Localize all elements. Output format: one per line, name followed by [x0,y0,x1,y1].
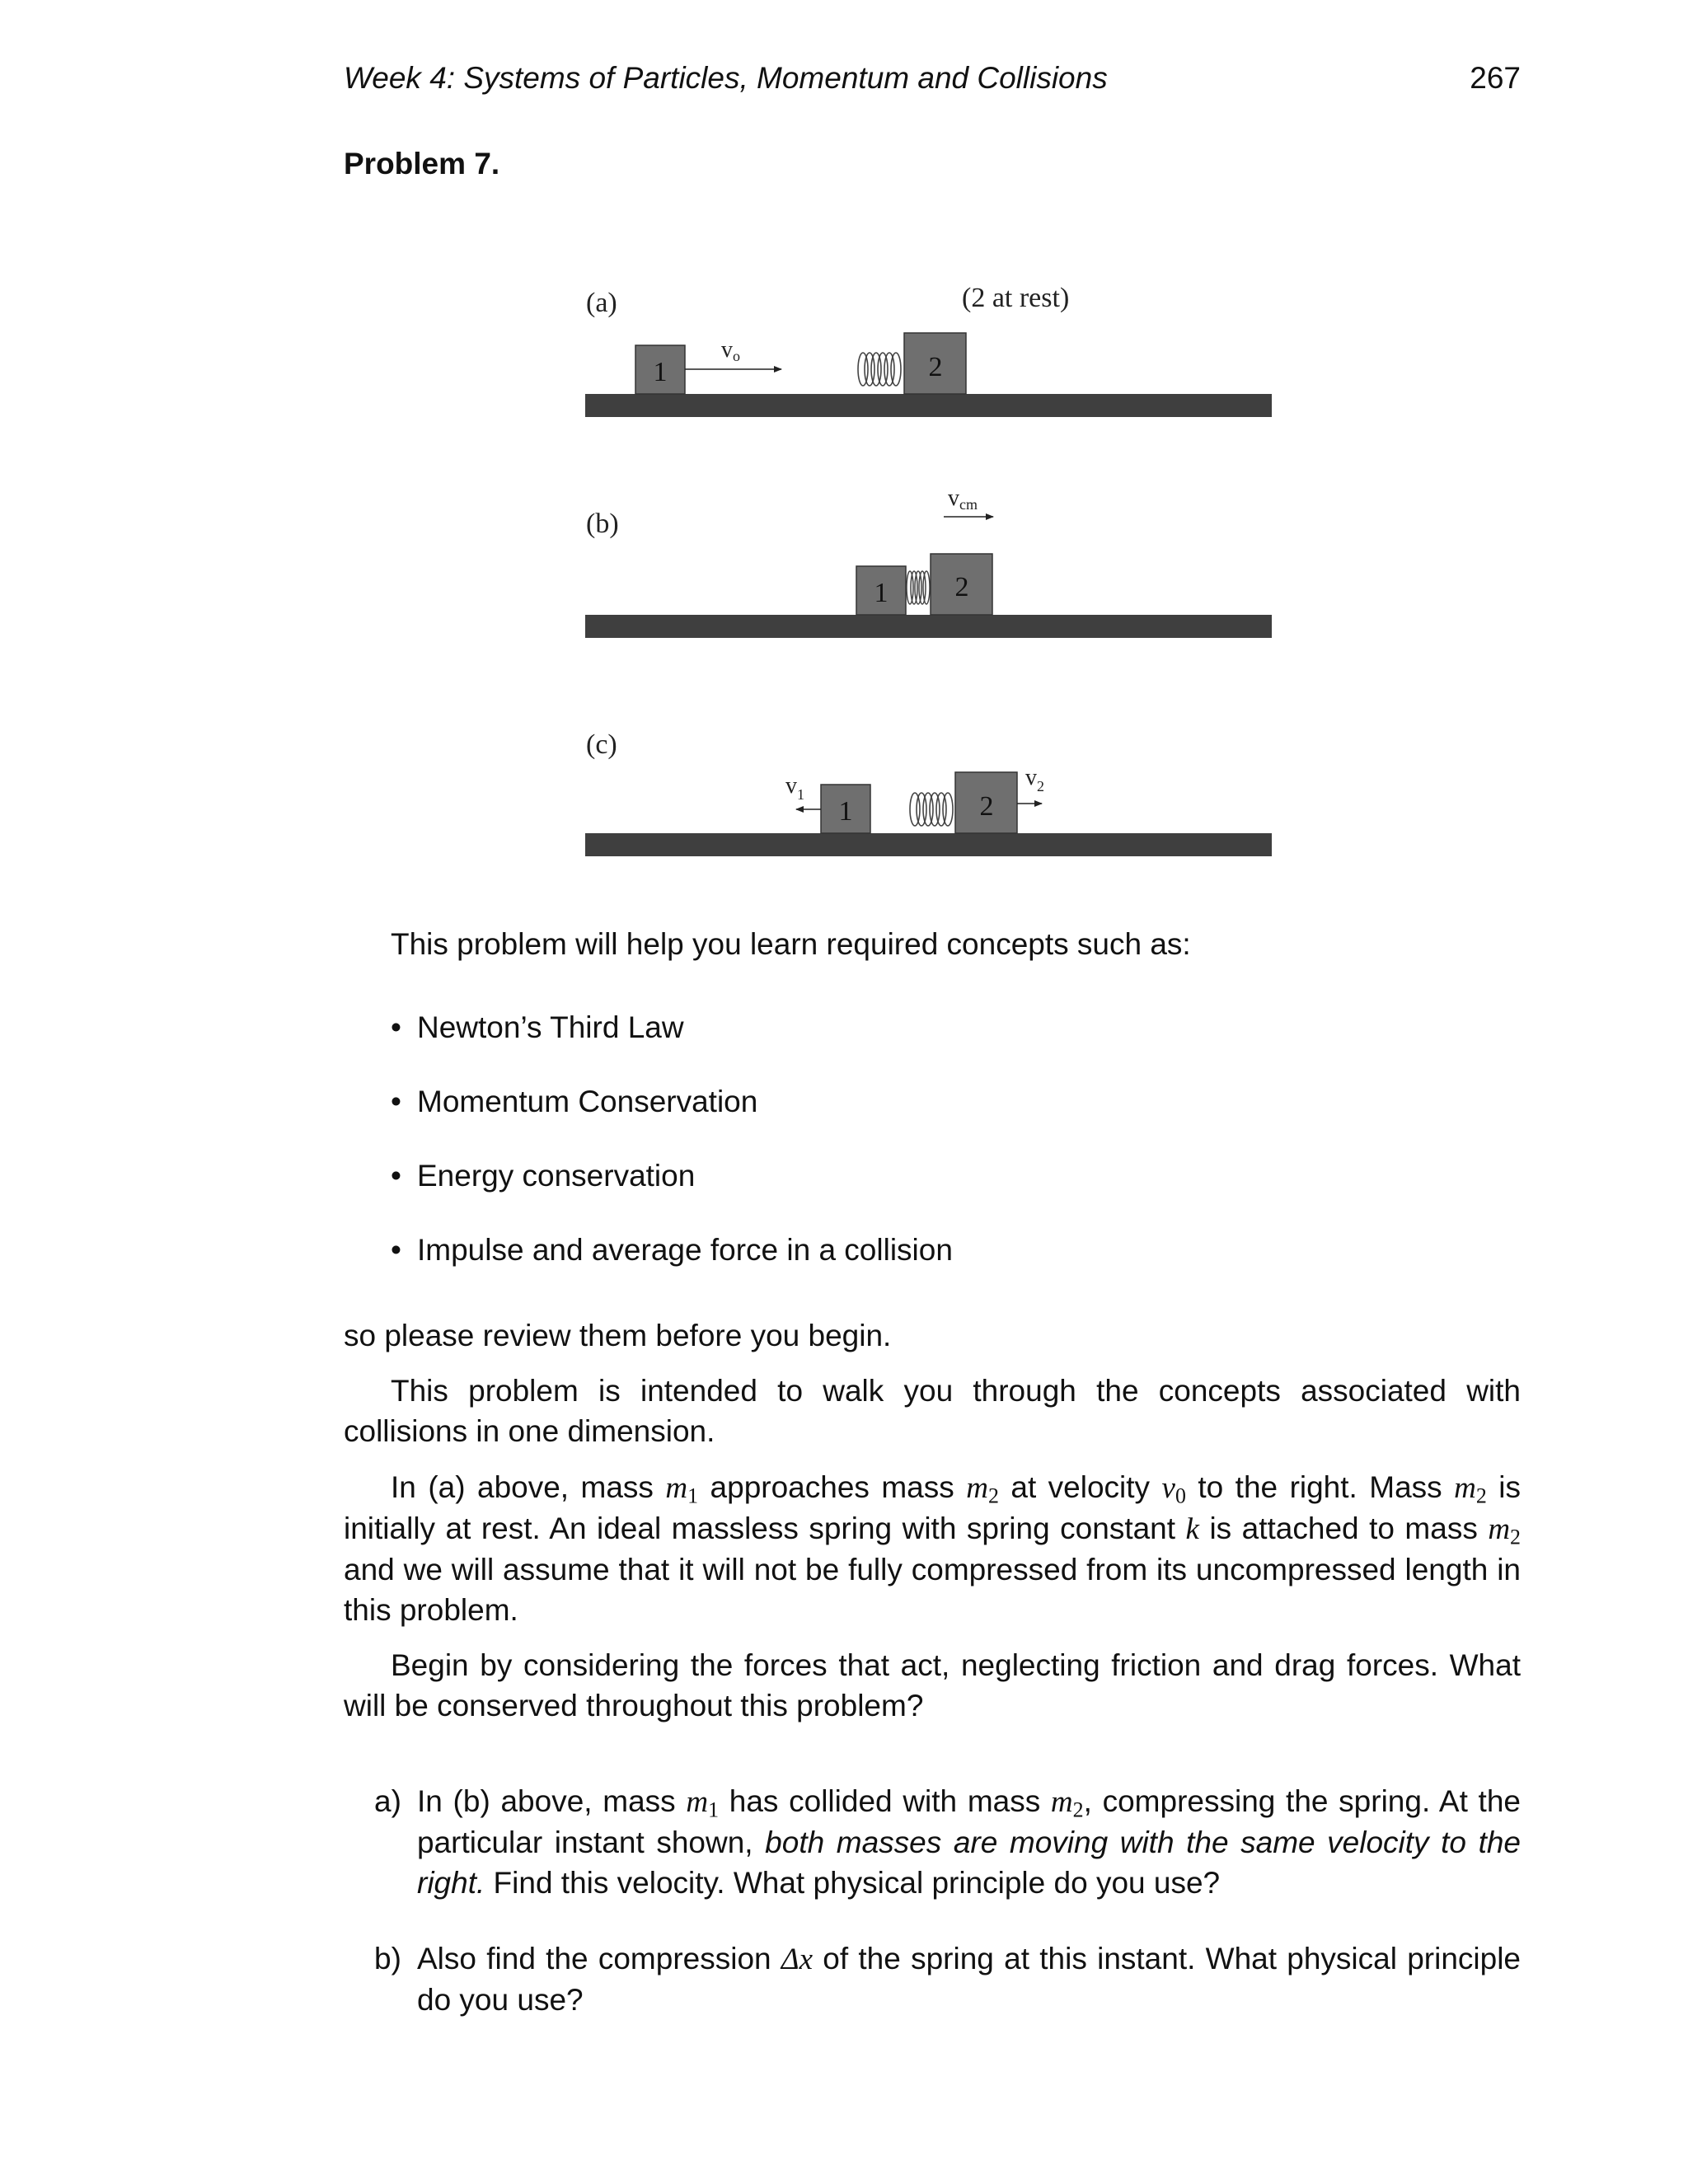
math-m2: $m_2$ [1488,1512,1521,1549]
spring-icon [858,353,901,386]
block-2-b-label: 2 [954,572,969,602]
concept-item [391,1081,953,1155]
page-number: 267 [1470,61,1521,95]
math-delta-x: Δx [781,1943,814,1976]
running-title: Week 4: Systems of Particles, Momentum and Collisions [344,61,1108,95]
bullet-icon: • [391,1233,401,1267]
paragraph-setup: In (a) above, mass $m_1$ approaches mass $m_2$ at velocity $v_0$ to the right. Mass $m_2$ is initially at rest. An ideal massless spring with spring constant k is attached to mass $m_2$ and we will assume that it will not be fully compressed from its uncompressed length in this problem. [344,1470,1522,1627]
problem-heading: Problem 7. [344,147,500,180]
relaxed-spring-icon [910,793,953,826]
math-m2: $m_2$ [966,1471,999,1508]
collision-figure [577,272,1286,882]
concept-text: Impulse and average force in a collision [417,1233,953,1267]
panel-b-label: (b) [586,509,619,539]
velocity-label-b: vcm [948,485,978,513]
compressed-spring-icon [907,571,930,604]
question-list [374,1781,1521,2020]
block-2-a-label: 2 [928,352,943,382]
velocity-label-1-c: $v_1$ [785,773,804,803]
concept-item [391,1007,953,1081]
block-1-a-label: 1 [653,357,668,387]
concept-list [391,1007,953,1304]
block-1-c-label: 1 [838,796,853,827]
concept-text: Energy conservation [417,1159,696,1193]
math-m2: $m_2$ [1454,1471,1487,1508]
rest-note: (2 at rest) [962,283,1070,313]
bullet-icon: • [391,1010,401,1044]
collision-diagram [577,272,1286,882]
panel-a-label: (a) [586,288,617,318]
ground-track-c [585,833,1272,856]
question-b: b) Also find the compression Δx of the spring at this instant. What physical principle do you use? [374,1938,1521,2020]
velocity-label-a: vo [721,337,740,364]
math-m1: $m_1$ [665,1471,699,1508]
concept-item [391,1230,953,1304]
question-a: a) In (b) above, mass $m_1$ has collided with mass $m_2$, compressing the spring. At the particular instant shown, both masses are moving with the same velocity to the right. Find this velocity. What physical principle do you use? [374,1781,1521,1903]
emphasis-text: both masses are moving with the same velocity to the right. [417,1825,1522,1900]
bullet-icon: • [391,1159,401,1193]
panel-c-label: (c) [586,729,617,760]
panel-a [585,283,1272,417]
math-m1: $m_1$ [686,1785,720,1822]
question-a-label: a) [374,1784,401,1818]
block-1-b-label: 1 [874,578,889,608]
math-k: k [1185,1512,1199,1546]
ground-track-b [585,615,1272,638]
concept-item [391,1155,953,1230]
block-2-c-label: 2 [979,791,994,822]
math-v0: $v_0$ [1161,1471,1186,1508]
panel-c [585,729,1272,856]
panel-b [585,485,1272,638]
concept-text: Momentum Conservation [417,1085,758,1118]
bullet-icon: • [391,1085,401,1118]
velocity-label-2-c: $v_2$ [1025,765,1044,794]
question-b-label: b) [374,1942,401,1975]
paragraph-forces: Begin by considering the forces that act, neglecting friction and drag forces. What will be conserved throughout this problem? [344,1648,1521,1722]
ground-track-a [585,394,1272,417]
running-header [344,61,1521,102]
math-m2: $m_2$ [1050,1785,1084,1822]
closing-text: so please review them before you begin. [344,1319,892,1352]
intro-text: This problem will help you learn required concepts such as: [391,927,1191,961]
concept-text: Newton’s Third Law [417,1010,684,1044]
paragraph-intro: This problem is intended to walk you through the concepts associated with collisions in one dimension. [344,1374,1521,1448]
